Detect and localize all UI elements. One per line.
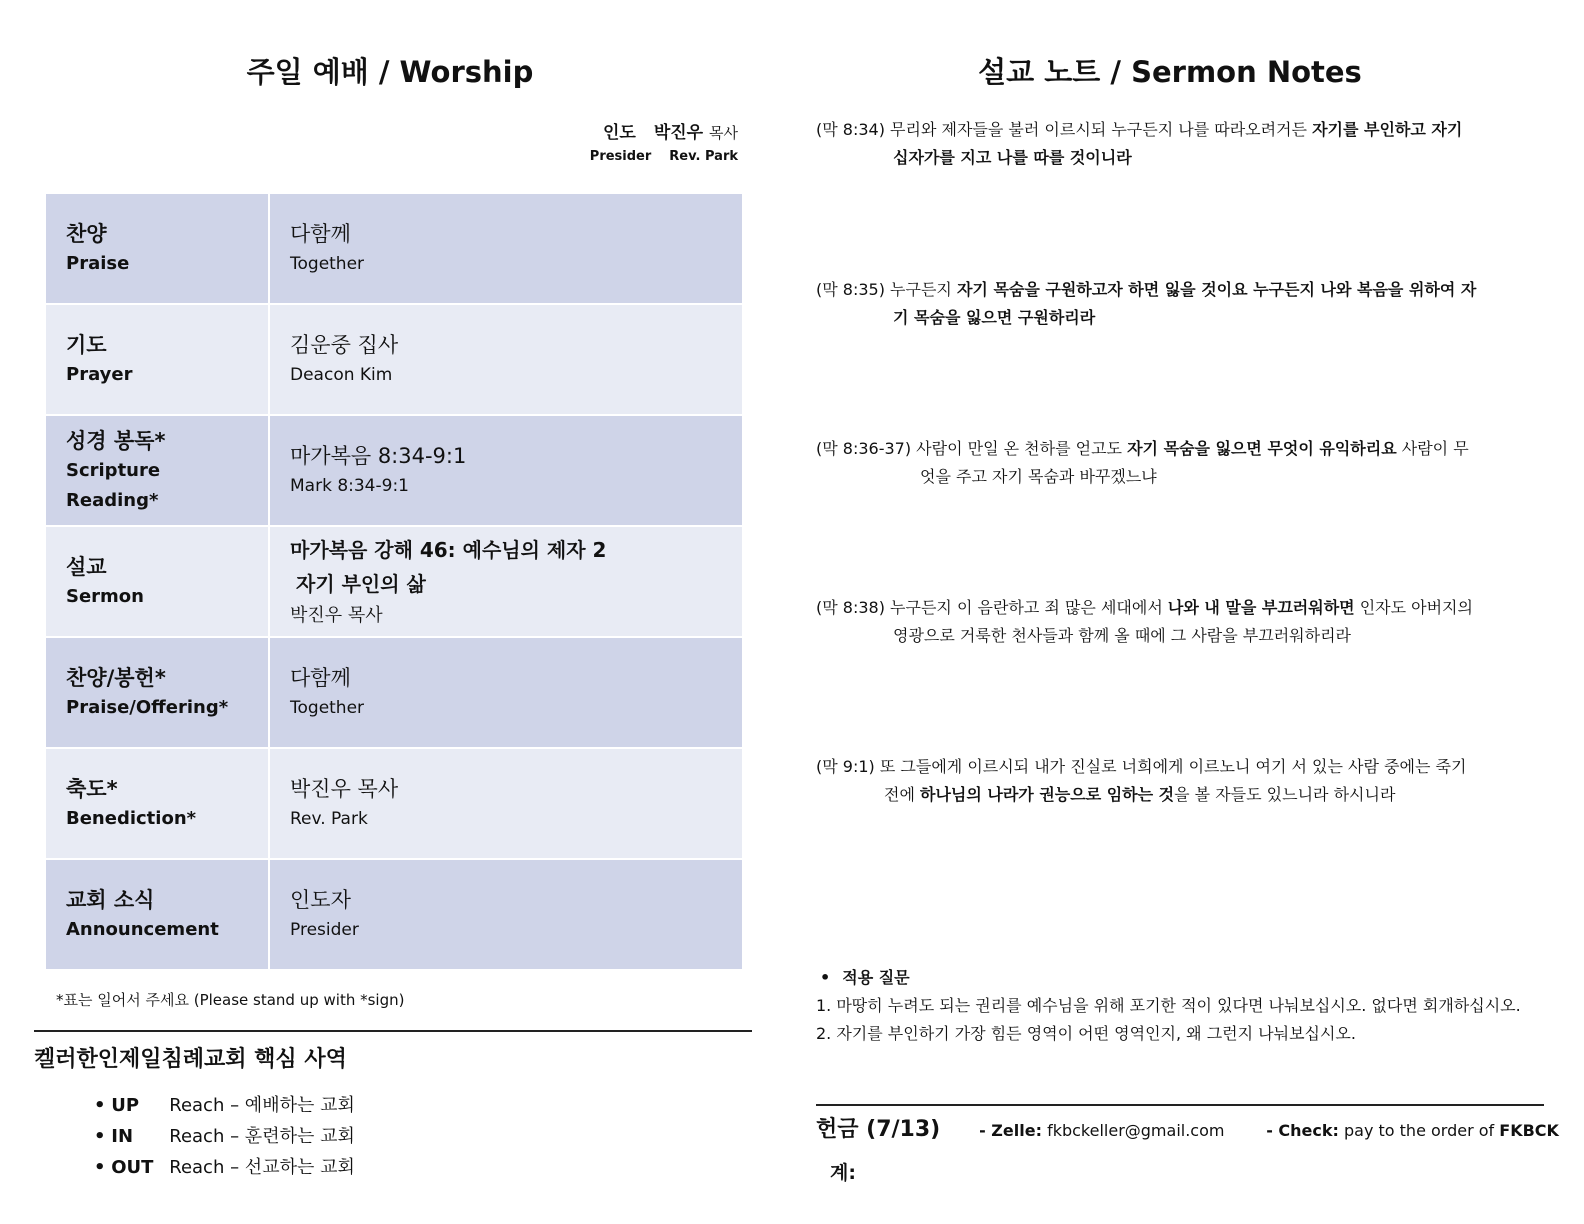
verse-mark-8-35 — [816, 276, 1536, 332]
verse-text: 누구든지 이 음란하고 죄 많은 세대에서 — [884, 598, 1168, 617]
offering-row — [816, 1112, 1559, 1143]
questions-title: 적용 질문 — [842, 968, 910, 987]
verse-text: 전에 — [884, 785, 920, 804]
divider-right — [816, 1104, 1544, 1106]
row-value-en: Presider — [290, 919, 359, 940]
bullet: • — [820, 968, 831, 987]
row-value-ko: 인도자 — [290, 887, 351, 912]
ministry-tag: OUT — [111, 1157, 154, 1178]
verse-emphasis: 자기 목숨을 잃으면 무엇이 유익하리요 — [1127, 439, 1397, 458]
worship-row-benediction — [45, 748, 743, 859]
bullet: • — [94, 1157, 106, 1178]
row-value-en: Deacon Kim — [290, 364, 393, 385]
row-label-en: Benediction* — [66, 807, 197, 829]
offering-title: 헌금 (7/13) — [816, 1117, 941, 1142]
zelle-info — [979, 1121, 1261, 1140]
verse-mark-8-34 — [816, 116, 1536, 172]
presider-role-en: Presider — [589, 149, 652, 164]
verse-text: 엇을 주고 자기 목숨과 바꾸겠느냐 — [920, 467, 1157, 486]
worship-title: 주일 예배 / Worship — [246, 55, 534, 89]
worship-row-sermon — [45, 526, 743, 637]
verse-text: 누구든지 — [884, 280, 957, 299]
verse-emphasis: 기 목숨을 잃으면 구원하리라 — [893, 308, 1096, 327]
row-value-ko: 다함께 — [290, 665, 351, 690]
ministry-text: Reach – 예배하는 교회 — [169, 1095, 355, 1116]
row-label-en: Scripture Reading* — [66, 459, 161, 511]
verse-ref: (막 8:35) — [816, 280, 885, 299]
list-item — [94, 1121, 355, 1152]
ministry-text: Reach – 선교하는 교회 — [169, 1157, 355, 1178]
row-label-en: Announcement — [66, 918, 219, 940]
verse-ref: (막 8:34) — [816, 120, 885, 139]
verse-text: 을 볼 자들도 있느니라 하시니라 — [1174, 785, 1396, 804]
row-label-ko: 찬양/봉헌* — [66, 665, 166, 690]
row-value-ko: 마가복음 8:34-9:1 — [290, 443, 467, 468]
row-value-en: Together — [290, 697, 365, 718]
divider-left — [34, 1030, 752, 1032]
verse-mark-8-36-37 — [816, 435, 1536, 491]
row-value-en: Mark 8:34-9:1 — [290, 475, 409, 496]
verse-text: 영광으로 거룩한 천사들과 함께 올 때에 그 사람을 부끄러워하리라 — [893, 626, 1352, 645]
check-payee: FKBCK — [1499, 1121, 1559, 1140]
verse-emphasis: 십자가를 지고 나를 따를 것이니라 — [893, 148, 1132, 167]
presider-block — [590, 118, 738, 164]
row-label-ko: 찬양 — [66, 221, 107, 246]
presider-name-en: Rev. Park — [669, 149, 738, 164]
ministry-title: 켈러한인제일침례교회 핵심 사역 — [34, 1047, 347, 1072]
worship-order-table — [44, 192, 744, 971]
row-label-ko: 기도 — [66, 332, 107, 357]
verse-mark-8-38 — [816, 594, 1536, 650]
verse-mark-9-1 — [816, 753, 1536, 809]
application-questions — [816, 964, 1536, 1048]
worship-row-praise — [45, 193, 743, 304]
worship-row-announcement — [45, 859, 743, 970]
row-label-en: Sermon — [66, 585, 144, 607]
ministry-tag: IN — [111, 1126, 134, 1147]
verse-emphasis: 자기를 부인하고 자기 — [1312, 120, 1463, 139]
verse-emphasis: 하나님의 나라가 권능으로 임하는 것 — [920, 785, 1175, 804]
row-label-en: Praise/Offering* — [66, 696, 229, 718]
sermon-title: 마가복음 강해 46: 예수님의 제자 2 — [290, 537, 607, 562]
row-label-en: Praise — [66, 252, 130, 274]
worship-row-offering — [45, 637, 743, 748]
bullet: • — [94, 1126, 106, 1147]
row-value-en: Rev. Park — [290, 808, 368, 829]
ministry-text: Reach – 훈련하는 교회 — [169, 1126, 355, 1147]
row-label-ko: 축도* — [66, 776, 118, 801]
row-value-ko: 김운중 집사 — [290, 332, 399, 357]
worship-row-scripture — [45, 415, 743, 526]
row-label-ko: 교회 소식 — [66, 887, 155, 912]
verse-text: 무리와 제자들을 불러 이르시되 누구든지 나를 따라오려거든 — [884, 120, 1313, 139]
verse-text: 사람이 만일 온 천하를 얻고도 — [911, 439, 1128, 458]
stand-note: *표는 일어서 주세요 (Please stand up with *sign) — [56, 991, 405, 1009]
list-item — [94, 1090, 355, 1121]
verse-ref: (막 8:38) — [816, 598, 885, 617]
row-label-en: Prayer — [66, 363, 133, 385]
row-value-ko: 다함께 — [290, 221, 351, 246]
question-item: 1. 마땅히 누려도 되는 권리를 예수님을 위해 포기한 적이 있다면 나눠보십시오. 없다면 회개하십시오. — [816, 996, 1521, 1015]
check-info — [1266, 1121, 1559, 1140]
verse-emphasis: 나와 내 말을 부끄러워하면 — [1167, 598, 1355, 617]
check-value: pay to the order of — [1338, 1121, 1500, 1140]
verse-ref: (막 8:36-37) — [816, 439, 912, 458]
worship-row-prayer — [45, 304, 743, 415]
row-value-en: Together — [290, 253, 365, 274]
ministry-list — [94, 1090, 355, 1183]
offering-total-label: 계: — [830, 1162, 856, 1184]
verse-ref: (막 9:1) — [816, 757, 875, 776]
verse-emphasis: 자기 목숨을 구원하고자 하면 잃을 것이요 누구든지 나와 복음을 위하여 자 — [956, 280, 1477, 299]
bullet: • — [94, 1095, 106, 1116]
row-label-ko: 설교 — [66, 554, 107, 579]
check-label: - Check: — [1266, 1121, 1339, 1140]
sermon-speaker: 박진우 목사 — [290, 604, 383, 626]
zelle-value: fkbckeller@gmail.com — [1041, 1121, 1225, 1140]
ministry-tag: UP — [111, 1095, 140, 1116]
question-item: 2. 자기를 부인하기 가장 힘든 영역이 어떤 영역인지, 왜 그런지 나눠보십시오. — [816, 1024, 1356, 1043]
verse-text: 사람이 무 — [1396, 439, 1469, 458]
verse-text: 인자도 아버지의 — [1354, 598, 1473, 617]
sermon-subtitle: 자기 부인의 삶 — [296, 571, 426, 596]
presider-role-ko: 인도 — [602, 123, 636, 143]
sermon-notes-title: 설교 노트 / Sermon Notes — [978, 55, 1362, 89]
presider-title-ko: 목사 — [709, 124, 738, 142]
row-label-ko: 성경 봉독* — [66, 428, 166, 453]
zelle-label: - Zelle: — [979, 1121, 1042, 1140]
list-item — [94, 1152, 355, 1183]
presider-name-ko: 박진우 — [653, 123, 704, 143]
row-value-ko: 박진우 목사 — [290, 776, 399, 801]
verse-text: 또 그들에게 이르시되 내가 진실로 너희에게 이르노니 여기 서 있는 사람 중에는 죽기 — [874, 757, 1467, 776]
